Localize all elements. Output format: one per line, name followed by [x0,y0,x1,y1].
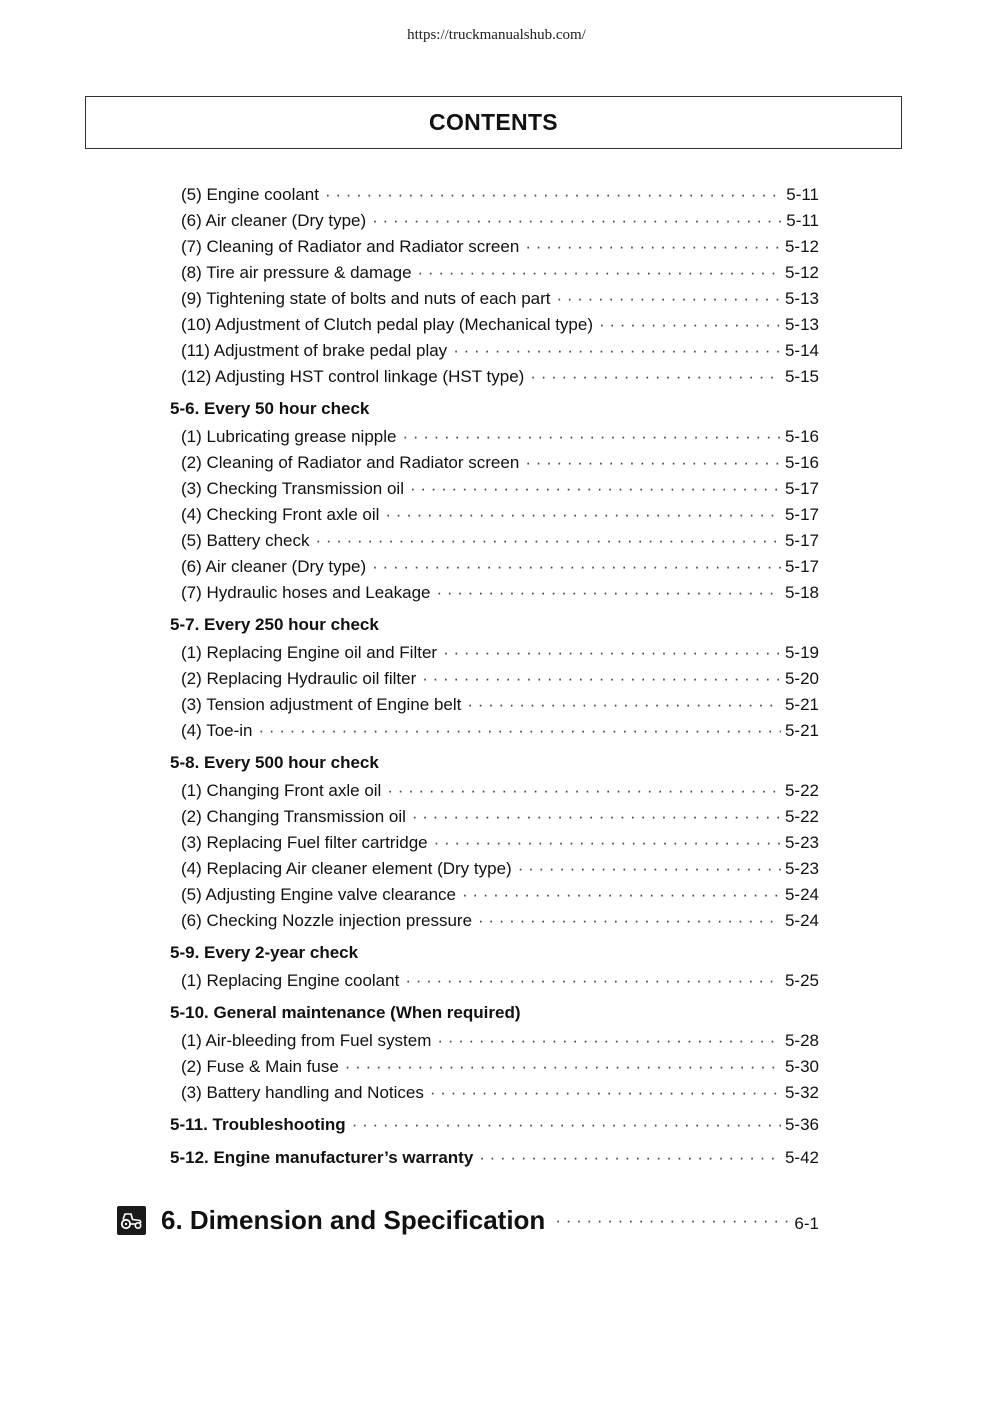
entry-label: (8) Tire air pressure & damage [181,263,412,282]
toc-entry[interactable] [170,1080,819,1106]
toc-entry[interactable] [170,260,819,286]
entry-label: (11) Adjustment of brake pedal play [181,341,448,360]
entry-label: (3) Battery handling and Notices [181,1083,424,1102]
toc-entry[interactable] [170,312,819,338]
toc-entry[interactable] [170,968,819,994]
section-label: 5-11. Troubleshooting [170,1115,346,1134]
page-number: 5-36 [784,1115,819,1134]
entry-label: (5) Adjusting Engine valve clearance [181,885,456,904]
page-number: 5-17 [784,479,819,498]
dot-leader [345,1054,781,1080]
page-number: 5-23 [784,833,819,852]
chapter-entry[interactable] [117,1205,819,1236]
toc-entry[interactable] [170,208,819,234]
toc-entry[interactable] [170,338,819,364]
entry-label: (12) Adjusting HST control linkage (HST type) [181,367,525,386]
section-label: 5-9. Every 2-year check [170,943,359,962]
dot-leader [422,666,781,692]
page-number: 5-30 [784,1057,819,1076]
entry-label: (10) Adjustment of Clutch pedal play (Mechanical type) [181,315,593,334]
toc-entry[interactable] [170,554,819,580]
toc-entry[interactable] [170,424,819,450]
entry-label: (6) Air cleaner (Dry type) [181,557,367,576]
dot-leader [430,1080,781,1106]
toc-entry[interactable] [170,580,819,606]
toc-entry[interactable] [170,1054,819,1080]
page-number: 5-42 [784,1148,819,1167]
entry-label: (1) Air-bleeding from Fuel system [181,1031,432,1050]
entry-label: (1) Lubricating grease nipple [181,427,397,446]
entry-label: (3) Checking Transmission oil [181,479,404,498]
page-number: 5-21 [784,695,819,714]
dot-leader [436,580,780,606]
toc-entry[interactable] [170,182,819,208]
toc-entry[interactable] [170,908,819,934]
dot-leader [525,234,781,260]
entry-label: (3) Replacing Fuel filter cartridge [181,833,428,852]
page-number: 5-16 [784,427,819,446]
entry-label: (7) Hydraulic hoses and Leakage [181,583,431,602]
entry-label: (5) Battery check [181,531,310,550]
toc-entry[interactable] [170,364,819,390]
page-number: 5-11 [786,185,819,204]
entry-label: (4) Replacing Air cleaner element (Dry type) [181,859,512,878]
page-number: 5-21 [784,721,819,740]
entry-label: (6) Air cleaner (Dry type) [181,211,367,230]
entry-label: (7) Cleaning of Radiator and Radiator screen [181,237,520,256]
toc-entry[interactable] [170,234,819,260]
contents-title: CONTENTS [429,109,558,135]
tractor-icon [117,1206,146,1235]
page-number: 5-13 [784,315,819,334]
toc-entry[interactable] [170,856,819,882]
dot-leader [385,502,781,528]
dot-leader [402,424,781,450]
dot-leader [410,476,781,502]
section-label: 5-6. Every 50 hour check [170,399,370,418]
section-label: 5-10. General maintenance (When required) [170,1003,521,1022]
dot-leader [259,718,781,744]
dot-leader [352,1110,781,1140]
dot-leader [412,804,781,830]
dot-leader [434,830,781,856]
toc-entry[interactable] [170,804,819,830]
dot-leader [555,1211,790,1231]
entry-label: (2) Cleaning of Radiator and Radiator screen [181,453,520,472]
page-number: 5-24 [784,885,819,904]
toc-entry[interactable] [170,528,819,554]
entry-label: (9) Tightening state of bolts and nuts of each part [181,289,551,308]
entry-label: (4) Checking Front axle oil [181,505,380,524]
page-number: 5-15 [784,367,819,386]
toc-entry[interactable] [170,450,819,476]
toc-entry[interactable] [170,502,819,528]
entry-label: (1) Changing Front axle oil [181,781,382,800]
section-label: 5-8. Every 500 hour check [170,753,379,772]
toc-entry[interactable] [170,1028,819,1054]
page-number: 5-17 [784,531,819,550]
page-number: 5-17 [784,505,819,524]
page-number: 5-23 [784,859,819,878]
entry-label: (1) Replacing Engine coolant [181,971,400,990]
dot-leader [479,1144,781,1172]
entry-label: (1) Replacing Engine oil and Filter [181,643,438,662]
toc-entry[interactable] [170,692,819,718]
page-number: 5-28 [784,1031,819,1050]
page-number: 5-20 [784,669,819,688]
toc-entry[interactable] [170,718,819,744]
entry-label: (2) Changing Transmission oil [181,807,406,826]
source-url: https://truckmanualshub.com/ [407,27,586,43]
entry-label: (3) Tension adjustment of Engine belt [181,695,462,714]
toc-entry[interactable] [170,830,819,856]
toc-entry[interactable] [170,666,819,692]
page-number: 5-14 [784,341,819,360]
dot-leader [437,1028,781,1054]
toc-section-heading[interactable] [170,1110,819,1140]
dot-leader [418,260,781,286]
page-number: 5-12 [784,263,819,282]
dot-leader [599,312,781,338]
toc-section-heading[interactable] [170,394,819,424]
toc-entry[interactable] [170,778,819,804]
dot-leader [530,364,781,390]
page-number: 5-13 [784,289,819,308]
dot-leader [372,208,782,234]
dot-leader [462,882,781,908]
toc-entry[interactable] [170,882,819,908]
page-number: 5-22 [784,807,819,826]
dot-leader [453,338,781,364]
toc-section-heading[interactable] [170,610,819,640]
dot-leader [467,692,781,718]
page-number: 5-22 [784,781,819,800]
dot-leader [443,640,781,666]
page-number: 5-25 [784,971,819,990]
page-number: 5-16 [784,453,819,472]
toc-section-heading[interactable] [170,998,819,1028]
page-number: 5-17 [784,557,819,576]
dot-leader [387,778,781,804]
dot-leader [372,554,781,580]
dot-leader [478,908,781,934]
dot-leader [557,286,781,312]
dot-leader [316,528,781,554]
page-number: 5-12 [784,237,819,256]
table-of-contents [170,182,819,1172]
section-label: 5-7. Every 250 hour check [170,615,379,634]
entry-label: (6) Checking Nozzle injection pressure [181,911,473,930]
page-number: 5-18 [784,583,819,602]
chapter-page-number: 6-1 [794,1213,819,1233]
page-number: 5-11 [786,211,819,230]
section-label: 5-12. Engine manufacturer’s warranty [170,1148,474,1167]
contents-title-box [85,96,902,149]
toc-section-heading[interactable] [170,1144,819,1172]
toc-section-heading[interactable] [170,938,819,968]
toc-entry[interactable] [170,286,819,312]
entry-label: (2) Replacing Hydraulic oil filter [181,669,417,688]
toc-entry[interactable] [170,476,819,502]
dot-leader [325,182,782,208]
chapter-title: 6. Dimension and Specification [161,1205,546,1235]
page-number: 5-19 [784,643,819,662]
toc-entry[interactable] [170,640,819,666]
page-number: 5-24 [784,911,819,930]
entry-label: (2) Fuse & Main fuse [181,1057,339,1076]
dot-leader [405,968,781,994]
entry-label: (5) Engine coolant [181,185,319,204]
page-number: 5-32 [784,1083,819,1102]
dot-leader [525,450,781,476]
toc-section-heading[interactable] [170,748,819,778]
dot-leader [518,856,781,882]
entry-label: (4) Toe-in [181,721,253,740]
